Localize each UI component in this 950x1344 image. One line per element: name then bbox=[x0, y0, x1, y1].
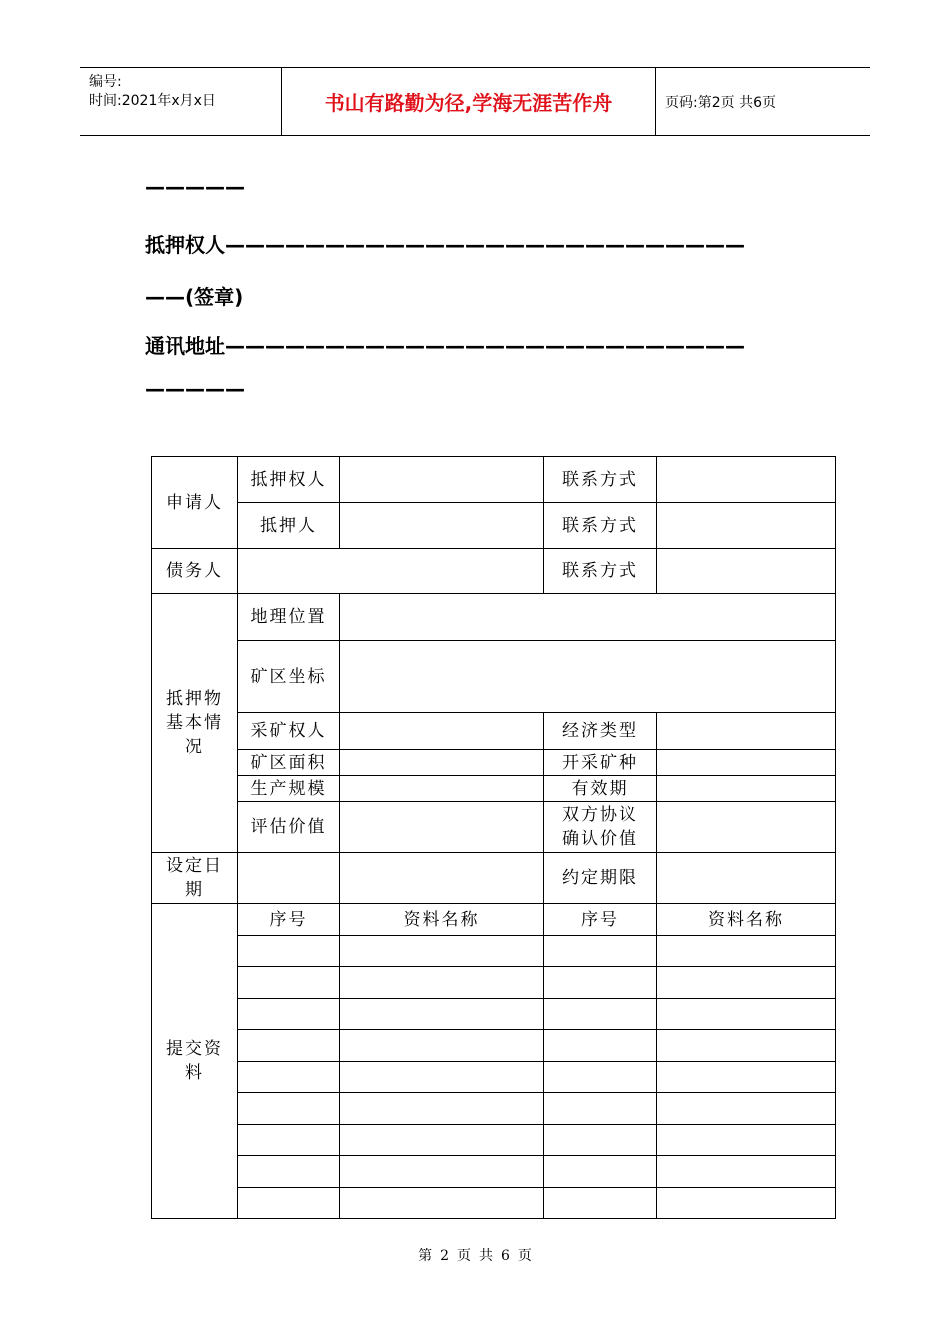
assessed-value-value[interactable] bbox=[340, 802, 544, 853]
table-row bbox=[152, 853, 836, 904]
coordinates-value[interactable] bbox=[340, 641, 836, 713]
blank-cell[interactable] bbox=[238, 967, 340, 999]
mortgagor-contact-value[interactable] bbox=[657, 503, 836, 549]
table-row bbox=[152, 1125, 836, 1156]
table-row bbox=[152, 750, 836, 776]
blank-cell[interactable] bbox=[238, 936, 340, 967]
footer-gong: 共 bbox=[479, 1248, 493, 1264]
blank-cell[interactable] bbox=[340, 1062, 544, 1093]
debtor-value[interactable] bbox=[238, 549, 544, 594]
blank-cell[interactable] bbox=[657, 936, 836, 967]
header-motto: 书山有路勤为径,学海无涯苦作舟 bbox=[282, 68, 656, 135]
blank-cell[interactable] bbox=[544, 1188, 657, 1219]
table-row bbox=[152, 999, 836, 1030]
mortgagor-label: 抵押人 bbox=[238, 503, 340, 549]
blank-cell[interactable] bbox=[238, 1156, 340, 1188]
blank-cell[interactable] bbox=[544, 1062, 657, 1093]
blank-cell[interactable] bbox=[657, 1062, 836, 1093]
blank-cell[interactable] bbox=[340, 1093, 544, 1125]
mortgagee-value[interactable] bbox=[340, 457, 544, 503]
blank-cell[interactable] bbox=[544, 1156, 657, 1188]
field-address: 通讯地址—————————————————————————— bbox=[145, 334, 745, 358]
area-value[interactable] bbox=[340, 750, 544, 776]
blank-cell[interactable] bbox=[544, 999, 657, 1030]
agreed-value-value[interactable] bbox=[657, 802, 836, 853]
economic-type-label: 经济类型 bbox=[544, 713, 657, 750]
submitted-docs-label: 提交资料 bbox=[152, 904, 238, 1219]
blank-cell[interactable] bbox=[657, 1188, 836, 1219]
blank-cell[interactable] bbox=[544, 1093, 657, 1125]
location-label: 地理位置 bbox=[238, 594, 340, 641]
blank-cell[interactable] bbox=[657, 1093, 836, 1125]
validity-value[interactable] bbox=[657, 776, 836, 802]
table-row bbox=[152, 1093, 836, 1125]
table-row bbox=[152, 936, 836, 967]
applicant-label: 申请人 bbox=[152, 457, 238, 549]
area-label: 矿区面积 bbox=[238, 750, 340, 776]
set-date-value-1[interactable] bbox=[238, 853, 340, 904]
field-seal: ——(签章) bbox=[145, 285, 244, 309]
blank-cell[interactable] bbox=[544, 967, 657, 999]
contact-label: 联系方式 bbox=[544, 549, 657, 594]
blank-cell[interactable] bbox=[340, 1156, 544, 1188]
table-row bbox=[152, 1188, 836, 1219]
table-row bbox=[152, 904, 836, 936]
mineral-type-label: 开采矿种 bbox=[544, 750, 657, 776]
debtor-contact-value[interactable] bbox=[657, 549, 836, 594]
table-row bbox=[152, 457, 836, 503]
seq-header: 序号 bbox=[238, 904, 340, 936]
blank-cell[interactable] bbox=[657, 967, 836, 999]
set-date-value-2[interactable] bbox=[340, 853, 544, 904]
contact-label: 联系方式 bbox=[544, 503, 657, 549]
mortgagor-value[interactable] bbox=[340, 503, 544, 549]
blank-cell[interactable] bbox=[657, 999, 836, 1030]
blank-cell[interactable] bbox=[657, 1156, 836, 1188]
doc-name-header: 资料名称 bbox=[340, 904, 544, 936]
mortgagee-label: 抵押权人 bbox=[238, 457, 340, 503]
assessed-value-label: 评估价值 bbox=[238, 802, 340, 853]
footer-total-pages: 6 bbox=[501, 1248, 510, 1264]
page-footer bbox=[0, 1245, 950, 1265]
blank-cell[interactable] bbox=[340, 936, 544, 967]
field-line-5: ————— bbox=[145, 377, 245, 401]
doc-name-header: 资料名称 bbox=[657, 904, 836, 936]
table-row bbox=[152, 1062, 836, 1093]
mineral-type-value[interactable] bbox=[657, 750, 836, 776]
contact-label: 联系方式 bbox=[544, 457, 657, 503]
blank-cell[interactable] bbox=[238, 1188, 340, 1219]
page-header bbox=[80, 67, 870, 136]
blank-cell[interactable] bbox=[340, 967, 544, 999]
blank-cell[interactable] bbox=[238, 999, 340, 1030]
blank-cell[interactable] bbox=[544, 936, 657, 967]
table-row bbox=[152, 713, 836, 750]
table-row bbox=[152, 802, 836, 853]
validity-label: 有效期 bbox=[544, 776, 657, 802]
agreed-term-value[interactable] bbox=[657, 853, 836, 904]
table-row bbox=[152, 594, 836, 641]
scale-label: 生产规模 bbox=[238, 776, 340, 802]
blank-cell[interactable] bbox=[657, 1125, 836, 1156]
seq-header: 序号 bbox=[544, 904, 657, 936]
mining-right-holder-label: 采矿权人 bbox=[238, 713, 340, 750]
table-row bbox=[152, 641, 836, 713]
header-meta bbox=[80, 68, 282, 135]
table-row bbox=[152, 549, 836, 594]
set-date-label: 设定日期 bbox=[152, 853, 238, 904]
table-row bbox=[152, 776, 836, 802]
blank-cell[interactable] bbox=[238, 1125, 340, 1156]
doc-number-label: 编号: bbox=[89, 74, 122, 90]
collateral-label: 抵押物基本情况 bbox=[152, 594, 238, 853]
header-page-label: 页码:第2页 共6页 bbox=[665, 94, 776, 111]
blank-cell[interactable] bbox=[340, 1030, 544, 1062]
blank-cell[interactable] bbox=[544, 1030, 657, 1062]
blank-cell[interactable] bbox=[340, 999, 544, 1030]
table-row bbox=[152, 1030, 836, 1062]
mortgage-form-table bbox=[151, 456, 836, 1219]
blank-cell[interactable] bbox=[238, 1030, 340, 1062]
field-mortgagee: 抵押权人—————————————————————————— bbox=[145, 233, 745, 257]
blank-cell[interactable] bbox=[238, 1062, 340, 1093]
footer-ye: 页 bbox=[457, 1248, 471, 1264]
agreed-term-label: 约定期限 bbox=[544, 853, 657, 904]
scale-value[interactable] bbox=[340, 776, 544, 802]
economic-type-value[interactable] bbox=[657, 713, 836, 750]
footer-ye: 页 bbox=[517, 1248, 532, 1264]
table-row bbox=[152, 967, 836, 999]
location-value[interactable] bbox=[340, 594, 836, 641]
table-row bbox=[152, 503, 836, 549]
blank-cell[interactable] bbox=[657, 1030, 836, 1062]
mining-right-holder-value[interactable] bbox=[340, 713, 544, 750]
doc-time-label: 时间:2021年x月x日 bbox=[89, 93, 216, 109]
footer-di: 第 bbox=[418, 1248, 433, 1264]
agreed-value-label: 双方协议确认价值 bbox=[544, 802, 657, 853]
coordinates-label: 矿区坐标 bbox=[238, 641, 340, 713]
blank-cell[interactable] bbox=[340, 1125, 544, 1156]
blank-cell[interactable] bbox=[544, 1125, 657, 1156]
mortgagee-contact-value[interactable] bbox=[657, 457, 836, 503]
footer-page-number: 2 bbox=[440, 1248, 449, 1264]
field-line-1: ————— bbox=[145, 175, 245, 199]
blank-cell[interactable] bbox=[238, 1093, 340, 1125]
debtor-label: 债务人 bbox=[152, 549, 238, 594]
blank-cell[interactable] bbox=[340, 1188, 544, 1219]
table-row bbox=[152, 1156, 836, 1188]
